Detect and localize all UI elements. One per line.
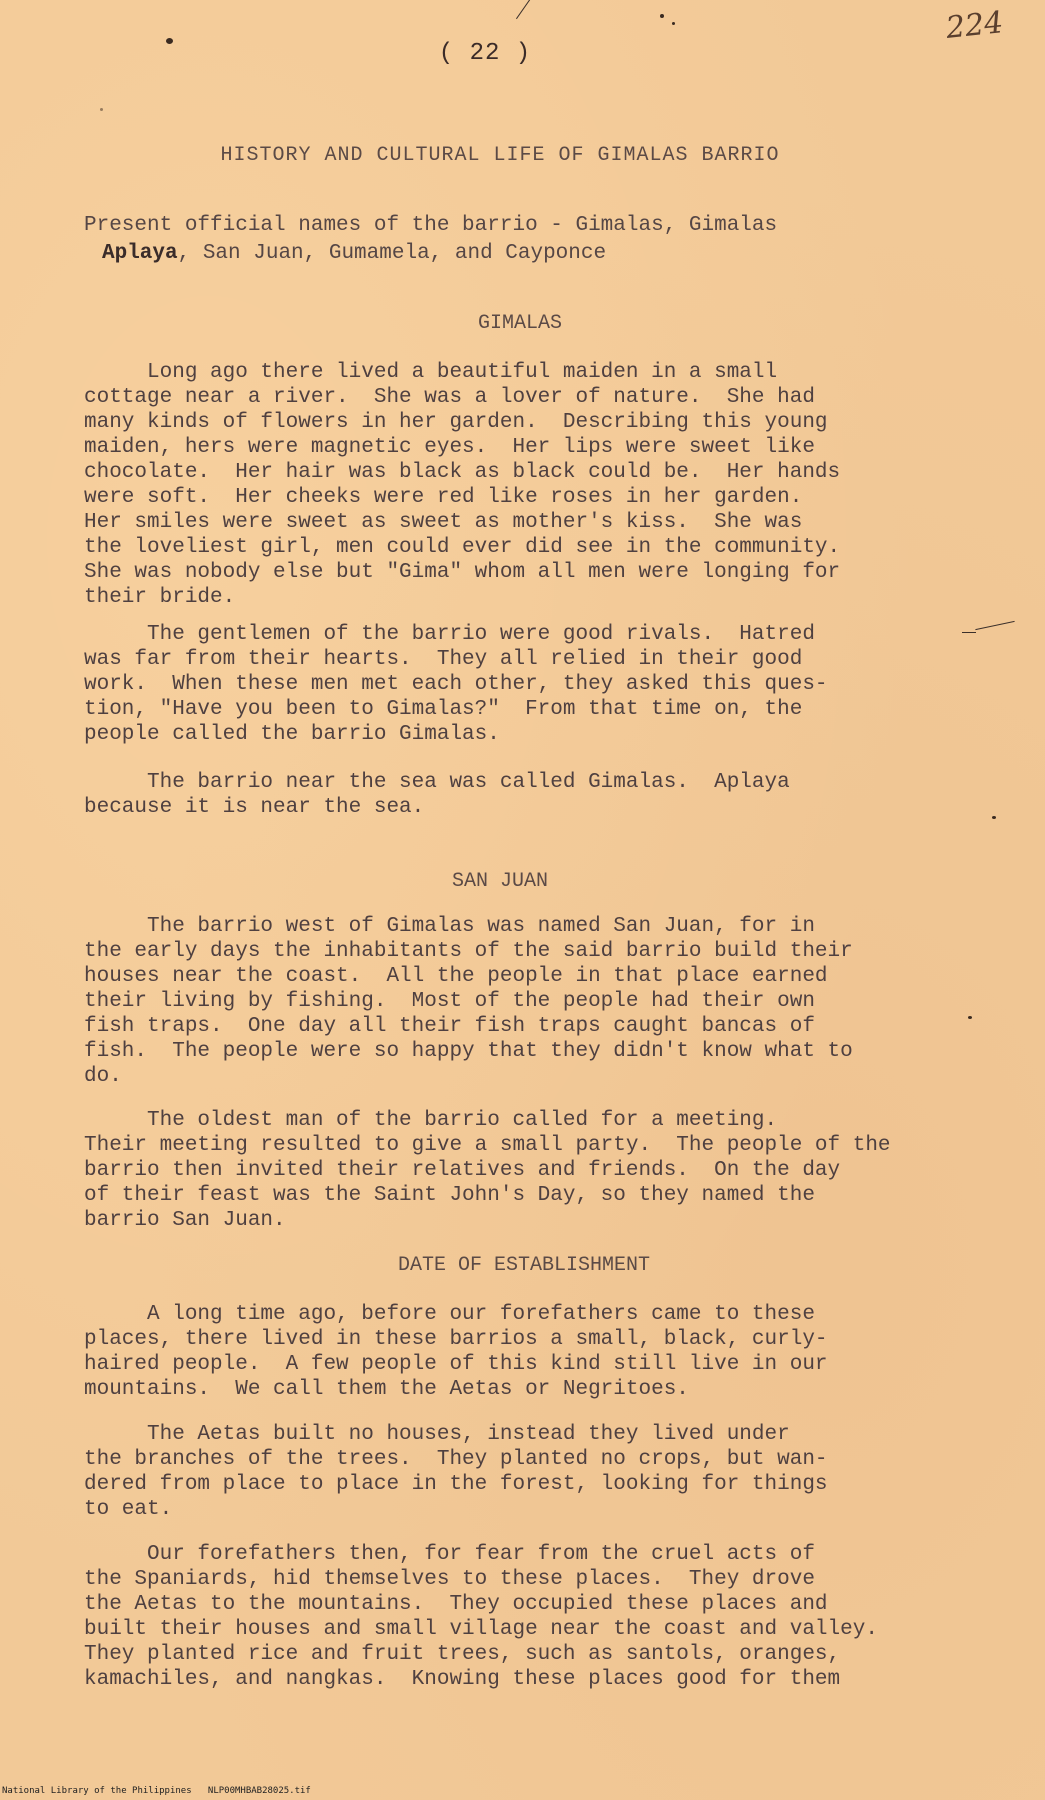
archive-footer: National Library of the Philippines NLP00MHBAB28025.tif (2, 1786, 311, 1796)
paragraph (84, 1542, 984, 1692)
official-names-line2 (84, 240, 964, 268)
text-line: the branches of the trees. They planted no crops, but wan- (84, 1448, 828, 1471)
text-line: to eat. (84, 1498, 173, 1521)
ink-speck (660, 14, 664, 18)
official-names-line2-rest: , San Juan, Gumamela, and Cayponce (177, 242, 607, 265)
ink-speck (100, 108, 103, 111)
paragraph (84, 770, 984, 820)
text-line: places, there lived in these barrios a small, black, curly- (84, 1328, 828, 1351)
text-line: Their meeting resulted to give a small party. The people of the (84, 1134, 891, 1157)
text-line: chocolate. Her hair was black as black could be. Her hands (84, 461, 841, 484)
text-line: the Spaniards, hid themselves to these places. They drove (84, 1568, 815, 1591)
text-line: dered from place to place in the forest, looking for things (84, 1473, 828, 1496)
text-line: Long ago there lived a beautiful maiden in a small (84, 361, 778, 384)
text-line: of their feast was the Saint John's Day, so they named the (84, 1184, 815, 1207)
ink-speck (992, 816, 996, 819)
page-number: ( 22 ) (438, 40, 532, 67)
text-line: They planted rice and fruit trees, such as santols, oranges, (84, 1643, 841, 1666)
official-names-bold-word: Aplaya (102, 242, 178, 265)
text-line: Our forefathers then, for fear from the cruel acts of (84, 1543, 815, 1566)
ink-speck (672, 22, 675, 25)
text-line: were soft. Her cheeks were red like roses in her garden. (84, 486, 803, 509)
official-names-line1: Present official names of the barrio - Gimalas, Gimalas (84, 214, 778, 237)
text-line: She was nobody else but "Gima" whom all men were longing for (84, 561, 841, 584)
text-line: haired people. A few people of this kind still live in our (84, 1353, 828, 1376)
paragraph (84, 360, 984, 610)
text-line: The oldest man of the barrio called for a meeting. (84, 1109, 778, 1132)
text-line: people called the barrio Gimalas. (84, 723, 500, 746)
text-line: many kinds of flowers in her garden. Describing this young (84, 411, 828, 434)
paragraph (84, 1108, 984, 1233)
text-line: the loveliest girl, men could ever did see in the community. (84, 536, 841, 559)
text-line: A long time ago, before our forefathers came to these (84, 1303, 815, 1326)
official-names (84, 212, 964, 268)
text-line: The Aetas built no houses, instead they lived under (84, 1423, 790, 1446)
text-line: the early days the inhabitants of the said barrio build their (84, 940, 853, 963)
text-line: their living by fishing. Most of the people had their own (84, 990, 815, 1013)
section-heading-san-juan: SAN JUAN (451, 870, 548, 893)
text-line: their bride. (84, 586, 236, 609)
text-line: The gentlemen of the barrio were good rivals. Hatred (84, 623, 815, 646)
pen-stroke (516, 0, 534, 19)
paragraph (84, 622, 984, 747)
section-heading-gimalas: GIMALAS (477, 312, 562, 335)
text-line: was far from their hearts. They all relied in their good (84, 648, 803, 671)
text-line: barrio then invited their relatives and friends. On the day (84, 1159, 841, 1182)
paragraph (84, 1422, 984, 1522)
text-line: because it is near the sea. (84, 796, 425, 819)
text-line: maiden, hers were magnetic eyes. Her lips were sweet like (84, 436, 815, 459)
text-line: fish traps. One day all their fish traps caught bancas of (84, 1015, 815, 1038)
text-line: The barrio west of Gimalas was named San Juan, for in (84, 915, 815, 938)
text-line: do. (84, 1065, 122, 1088)
paragraph (84, 914, 984, 1089)
text-line: kamachiles, and nangkas. Knowing these places good for them (84, 1668, 841, 1691)
text-line: mountains. We call them the Aetas or Negritoes. (84, 1378, 689, 1401)
archive-number: 224 (944, 5, 1005, 46)
text-line: work. When these men met each other, they asked this ques- (84, 673, 828, 696)
document-title: HISTORY AND CULTURAL LIFE OF GIMALAS BARRIO (220, 144, 780, 167)
text-line: fish. The people were so happy that they didn't know what to (84, 1040, 853, 1063)
text-line: Her smiles were sweet as sweet as mother's kiss. She was (84, 511, 803, 534)
paragraph (84, 1302, 984, 1402)
text-line: the Aetas to the mountains. They occupied these places and (84, 1593, 828, 1616)
text-line: barrio San Juan. (84, 1209, 286, 1232)
text-line: The barrio near the sea was called Gimalas. Aplaya (84, 771, 790, 794)
text-line: houses near the coast. All the people in that place earned (84, 965, 828, 988)
text-line: built their houses and small village near the coast and valley. (84, 1618, 878, 1641)
text-line: tion, "Have you been to Gimalas?" From that time on, the (84, 698, 803, 721)
section-heading-establishment: DATE OF ESTABLISHMENT (397, 1254, 651, 1277)
text-line: cottage near a river. She was a lover of nature. She had (84, 386, 815, 409)
